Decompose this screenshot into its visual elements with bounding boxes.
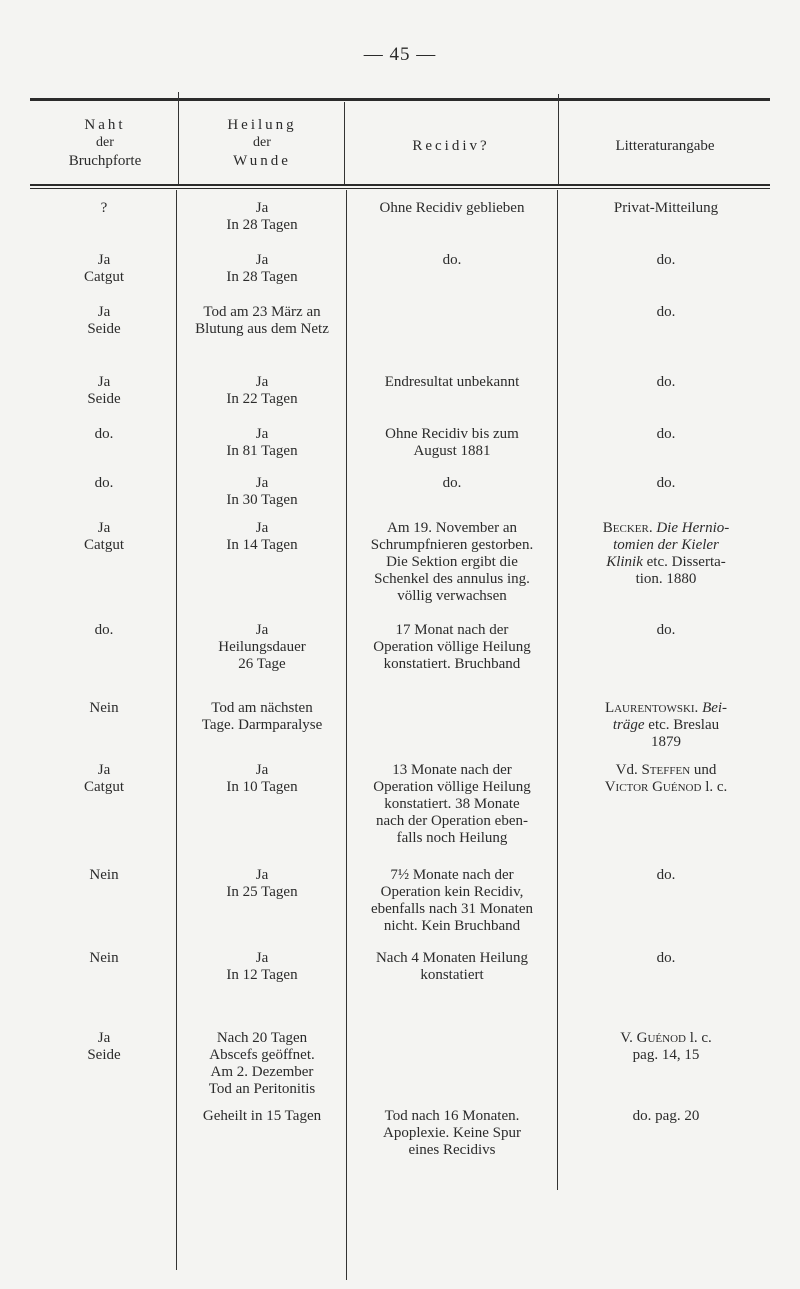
row-6-naht: do.	[94, 475, 114, 491]
row-3-litteratur: do.	[656, 304, 676, 320]
row-4-recidiv: Endresultat unbekannt	[384, 374, 520, 390]
row-13-heilung: Nach 20 Tagen Abscefs geöffnet. Am 2. Dezember Tod an Peritonitis	[208, 1030, 316, 1097]
header-recidiv: Recidiv?	[412, 138, 490, 154]
row-7-naht: Ja Catgut	[84, 520, 124, 553]
column-divider-2	[344, 102, 345, 184]
row-12-litteratur: do.	[656, 950, 676, 966]
column-divider-3	[558, 94, 559, 184]
row-12-recidiv: Nach 4 Monaten Heilung konstatiert	[375, 950, 529, 983]
row-10-recidiv: 13 Monate nach der Operation völlige Heilung konstatiert. 38 Monate nach der Operation eben- falls noch Heilung	[373, 762, 531, 846]
row-4-litteratur: do.	[656, 374, 676, 390]
row-8-heilung: Ja Heilungsdauer 26 Tage	[218, 622, 306, 672]
row-9-naht: Nein	[89, 700, 119, 716]
row-14-litteratur: do. pag. 20	[632, 1108, 700, 1124]
row-10-heilung: Ja In 10 Tagen	[226, 762, 298, 795]
column-divider-1-body	[176, 190, 177, 1270]
row-5-recidiv: Ohne Recidiv bis zum August 1881	[385, 426, 519, 459]
column-divider-2-body	[346, 190, 347, 1280]
row-1-litteratur: Privat-Mitteilung	[613, 200, 719, 216]
row-11-litteratur: do.	[656, 867, 676, 883]
row-3-heilung: Tod am 23 März an Blutung aus dem Netz	[195, 304, 329, 337]
header-heilung: Heilung der Wunde	[227, 117, 297, 169]
page-number: — 45 —	[363, 44, 437, 65]
row-2-naht: Ja Catgut	[84, 252, 124, 285]
header-bottom-rule	[30, 184, 770, 186]
row-2-recidiv: do.	[442, 252, 462, 268]
row-6-litteratur: do.	[656, 475, 676, 491]
table-top-rule	[30, 98, 770, 101]
row-3-naht: Ja Seide	[87, 304, 121, 337]
header-naht: Naht der Bruchpforte	[68, 117, 142, 169]
row-6-heilung: Ja In 30 Tagen	[226, 475, 298, 508]
row-7-recidiv: Am 19. November an Schrumpfnieren gestorben. Die Sektion ergibt die Schenkel des annulus ing. völlig verwachsen	[370, 520, 534, 604]
row-5-naht: do.	[94, 426, 114, 442]
header-litteratur: Litteraturangabe	[615, 138, 715, 154]
row-8-naht: do.	[94, 622, 114, 638]
row-1-heilung: Ja In 28 Tagen	[226, 200, 298, 233]
column-divider-1	[178, 92, 179, 184]
row-13-litteratur: V. Guénod l. c. pag. 14, 15	[620, 1030, 712, 1063]
row-5-heilung: Ja In 81 Tagen	[226, 426, 298, 459]
row-7-litteratur: Becker. Die Hernio- tomien der Kieler Klinik etc. Disserta- tion. 1880	[602, 520, 730, 587]
row-4-heilung: Ja In 22 Tagen	[226, 374, 298, 407]
row-13-naht: Ja Seide	[87, 1030, 121, 1063]
row-1-recidiv: Ohne Recidiv geblieben	[379, 200, 525, 216]
row-12-heilung: Ja In 12 Tagen	[226, 950, 298, 983]
row-10-litteratur: Vd. Steffen und Victor Guénod l. c.	[604, 762, 728, 795]
row-9-litteratur: Laurentowski. Bei- träge etc. Breslau 1879	[604, 700, 728, 750]
row-10-naht: Ja Catgut	[84, 762, 124, 795]
row-12-naht: Nein	[89, 950, 119, 966]
row-14-heilung: Geheilt in 15 Tagen	[202, 1108, 322, 1124]
column-divider-3-body	[557, 190, 558, 1190]
row-5-litteratur: do.	[656, 426, 676, 442]
row-8-recidiv: 17 Monat nach der Operation völlige Heilung konstatiert. Bruchband	[373, 622, 531, 672]
row-11-heilung: Ja In 25 Tagen	[226, 867, 298, 900]
header-bottom-rule-thin	[30, 188, 770, 189]
row-9-heilung: Tod am nächsten Tage. Darmparalyse	[201, 700, 323, 733]
row-4-naht: Ja Seide	[87, 374, 121, 407]
row-8-litteratur: do.	[656, 622, 676, 638]
row-11-recidiv: 7½ Monate nach der Operation kein Recidiv, ebenfalls nach 31 Monaten nicht. Kein Bruchband	[370, 867, 534, 934]
row-14-recidiv: Tod nach 16 Monaten. Apoplexie. Keine Spur eines Recidivs	[383, 1108, 521, 1158]
row-2-heilung: Ja In 28 Tagen	[226, 252, 298, 285]
row-2-litteratur: do.	[656, 252, 676, 268]
row-11-naht: Nein	[89, 867, 119, 883]
row-1-naht: ?	[100, 200, 108, 216]
row-7-heilung: Ja In 14 Tagen	[226, 520, 298, 553]
row-6-recidiv: do.	[442, 475, 462, 491]
